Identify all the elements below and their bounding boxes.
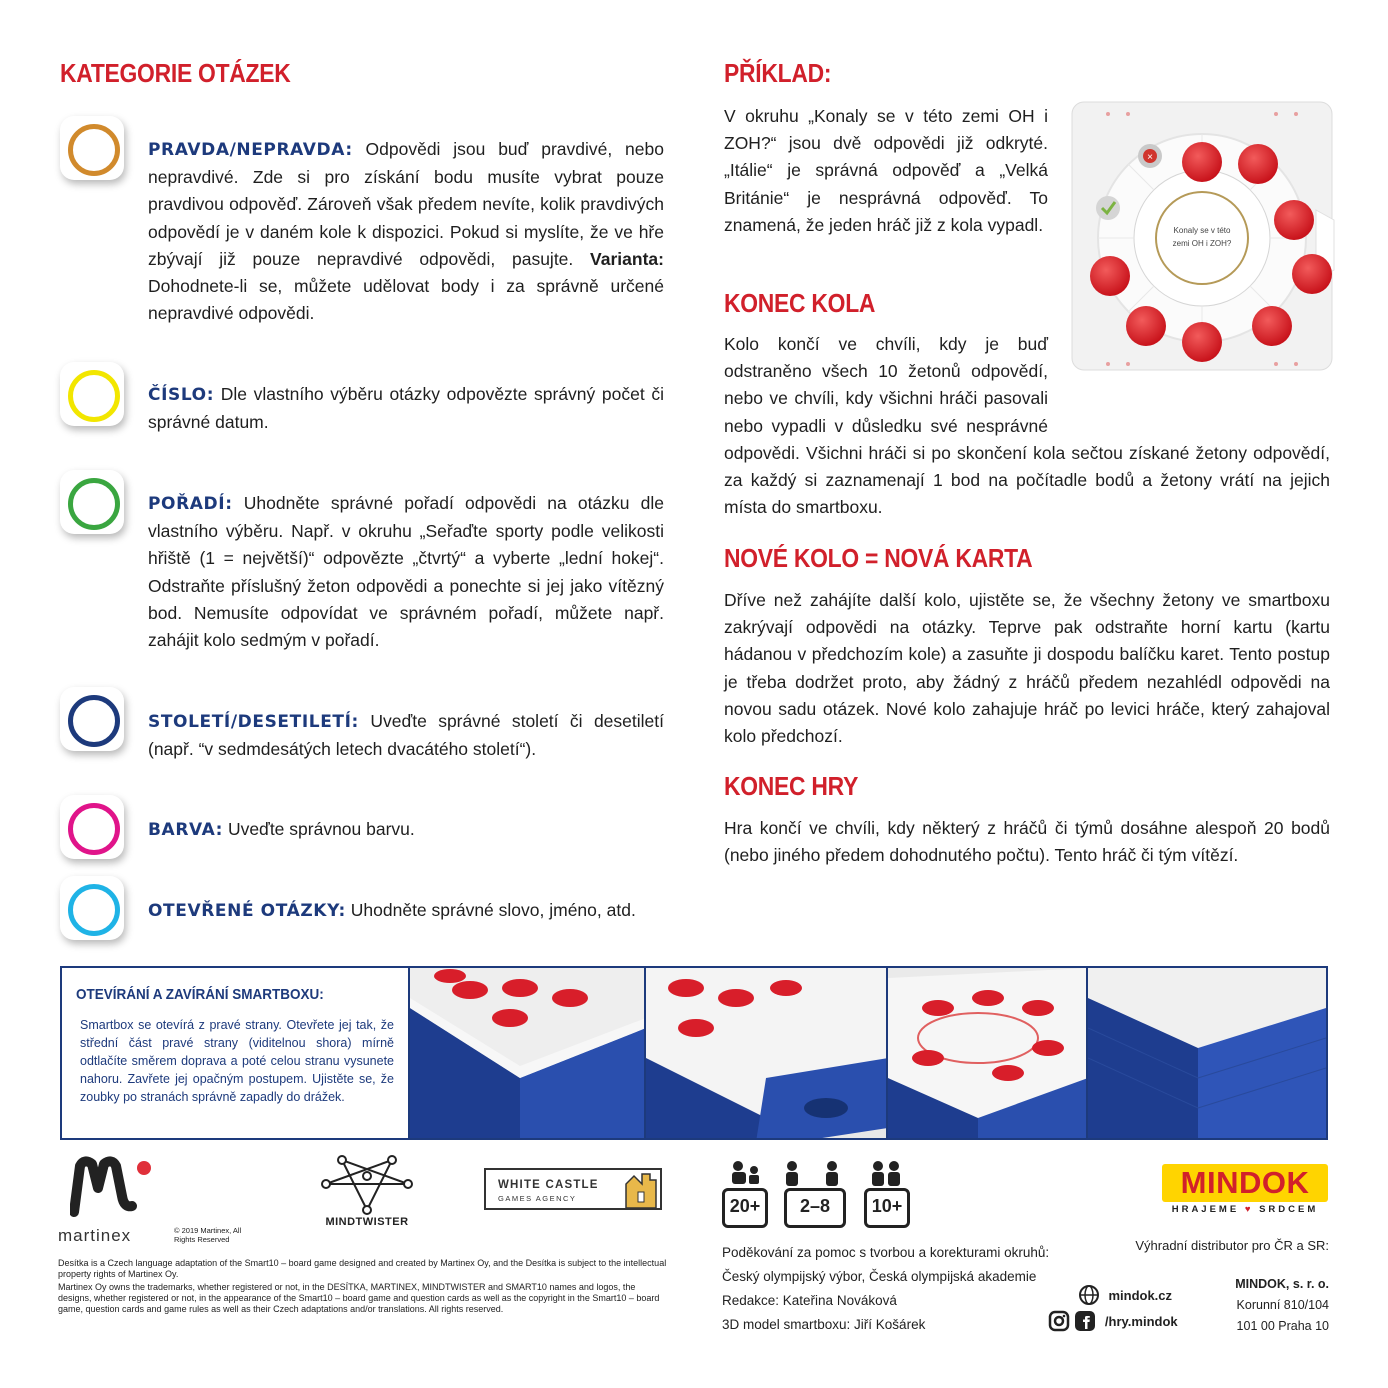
smartbox-photo-3 — [888, 968, 1088, 1138]
castle-icon — [616, 1170, 660, 1208]
category-title: BARVA: — [148, 820, 224, 840]
mindtwister-logo — [312, 1154, 422, 1232]
instagram-icon[interactable] — [1048, 1310, 1070, 1332]
new-round-text: Dříve než zahájíte další kolo, ujistěte se, že všechny žetony ve smartboxu zakrývají odpovědi na otázky. Teprve pak odstraňte horní kartu (kartu hádanou v předchozím kole) a zasuňte ji dospodu balíčku karet. Tento postup je třeba dodržet proto, aby žádný z hráčů předem nezahlédl odpovědi na novou sadu otázek. Nové kolo zahajuje hráč po levici hráče, který zahajoval kolo předchozí. — [724, 590, 1330, 747]
category-century — [148, 708, 664, 763]
slogan-part-1: HRAJEME — [1171, 1204, 1240, 1215]
credits — [722, 1241, 1062, 1337]
cyan-circle-icon — [68, 884, 120, 936]
float-spacer — [1048, 331, 1330, 413]
categories-heading: KATEGORIE OTÁZEK — [60, 58, 291, 88]
smartbox-heading: OTEVÍRÁNÍ A ZAVÍRÁNÍ SMARTBOXU: — [76, 986, 324, 1003]
mindtwister-wordmark: MINDTWISTER — [325, 1216, 409, 1228]
true-false-category-icon — [60, 116, 124, 180]
mindok-logo — [1162, 1164, 1328, 1202]
family-icon — [866, 1160, 906, 1186]
martinex-wordmark: martinex — [58, 1226, 132, 1245]
end-game-heading: KONEC HRY — [724, 771, 859, 801]
smartbox-text-box — [62, 968, 410, 1138]
variant-text: Dohodnete-li se, můžete udělovat body i za správně určené nepravdivé odpovědi. — [148, 276, 664, 324]
web-link[interactable]: mindok.cz — [1108, 1287, 1173, 1303]
end-round-heading: KONEC KOLA — [724, 288, 876, 318]
example-text: V okruhu „Konaly se v této zemi OH i ZOH?“ jsou dvě odpovědi již odkryté. „Itálie“ je správná odpověď a „Velká Británie“ je nesprávná odpověď. To znamená, že jeden hráč již z kola vypadl. — [724, 106, 1048, 235]
age-badge: 20+ — [722, 1188, 768, 1228]
players-badge: 2–8 — [784, 1188, 846, 1228]
adult-with-child-icon — [728, 1160, 764, 1184]
credits-thanks: Poděkování za pomoc s tvorbou a korekturami okruhů: — [722, 1245, 1050, 1260]
category-order — [148, 490, 664, 654]
magenta-circle-icon — [68, 803, 120, 855]
board-center-line1: Konaly se v této — [1173, 226, 1231, 235]
address-city: 101 00 Praha 10 — [1236, 1319, 1329, 1333]
credits-editor: Redakce: Kateřina Nováková — [722, 1293, 897, 1308]
answer-token — [1274, 200, 1314, 240]
category-text: Uhodněte správné pořadí odpovědi na otázku dle vlastního výběru. Např. v okruhu „Seřaďte sporty podle velikosti hřiště (1 = největší)“ odpovězte „čtvrtý“ a vyberte „lední hokej“. Odstraňte příslušný žeton odpovědi a ponechte si jej jako vítězný bod. Nemusíte odpovídat ve správném pořadí, můžete např. zahájit kolo sedmým v pořadí. — [148, 493, 664, 651]
answer-token — [1182, 142, 1222, 182]
answer-token — [1292, 254, 1332, 294]
new-round-heading: NOVÉ KOLO = NOVÁ KARTA — [724, 543, 1033, 573]
game-info-icons — [722, 1160, 912, 1230]
category-open — [148, 897, 664, 925]
board-center-line2: zemi OH i ZOH? — [1172, 239, 1232, 248]
heart-icon: ♥ — [1244, 1204, 1254, 1215]
smartbox-photo-1 — [410, 968, 646, 1138]
mindok-slogan — [1162, 1204, 1328, 1215]
smartbox-text: Smartbox se otevírá z pravé strany. Otevřete jej tak, že střední část pravé strany (viditelnou shora) mírně odtlačíte směrem doprava a poté celou stranu vysunete nahoru. Zavřete jej opačným postupem. Ujistěte se, že zoubky po stranách správně zapadly do drážek. — [80, 1018, 394, 1104]
order-category-icon — [60, 470, 124, 534]
category-true-false — [148, 136, 664, 327]
games-agency-wordmark: GAMES AGENCY — [498, 1194, 577, 1203]
white-castle-logo — [484, 1168, 662, 1210]
smartbox-panel — [60, 966, 1328, 1140]
distributor-label: Výhradní distributor pro ČR a SR: — [1135, 1238, 1329, 1253]
globe-icon — [1078, 1284, 1100, 1306]
variant-label: Varianta: — [590, 248, 664, 269]
svg-text:×: × — [1147, 152, 1153, 163]
social-link[interactable]: /hry.mindok — [1104, 1313, 1178, 1329]
category-title: STOLETÍ/DESETILETÍ: — [148, 712, 359, 732]
category-text: Uhodněte správné slovo, jméno, atd. — [345, 900, 636, 920]
white-castle-wordmark: WHITE CASTLE — [498, 1179, 599, 1191]
smartbox-photo-4 — [1088, 968, 1326, 1138]
smartbox-photo-2 — [646, 968, 888, 1138]
legal-text-1: Desítka is a Czech language adaptation of the Smart10 – board game designed and created by Martinex Oy, and the Desítka is subject to the intellectual property rights of Martinex Oy. — [58, 1258, 667, 1279]
category-text: Dle vlastního výběru otázky odpovězte správný počet či správné datum. — [148, 384, 664, 433]
end-round-text — [724, 331, 1330, 521]
age-badge-2: 10+ — [864, 1188, 910, 1228]
slogan-part-2: SRDCEM — [1259, 1204, 1319, 1215]
category-title: PRAVDA/NEPRAVDA: — [148, 140, 353, 160]
end-round-paragraph: Kolo končí ve chvíli, kdy je buď odstraněno všech 10 žetonů odpovědí, nebo ve chvíli, kdy všichni hráči pasovali nebo vypadli v důsledku své nesprávné odpovědi. Všichni hráči si po skončení kola sečtou získané žetony odpovědí, za každý si zaznamenají 1 bod na počítadle bodů a žetony vrátí na jejich místa do smartboxu. — [724, 334, 1330, 518]
credits-thanks-2: Český olympijský výbor, Česká olympijská akademie — [722, 1269, 1037, 1284]
distributor-address — [1150, 1274, 1329, 1337]
answer-token — [1238, 144, 1278, 184]
category-text: Odpovědi jsou buď pravdivé, nebo nepravdivé. Zde si pro získání bodu musíte vybrat pouze pravdivou odpověď. Zároveň však předem nevíte, kolik pravdivých odpovědí je v daném kole k dispozici. Pokud si myslíte, že ve hře zbývají již pouze nepravdivé odpovědi, pasujte. — [148, 139, 664, 269]
category-text: Uveďte správnou barvu. — [223, 819, 415, 839]
color-category-icon — [60, 795, 124, 859]
category-title: POŘADÍ: — [148, 494, 233, 514]
address-company: MINDOK, s. r. o. — [1235, 1277, 1329, 1291]
category-title: ČÍSLO: — [148, 385, 215, 405]
century-category-icon — [60, 687, 124, 751]
answer-token — [1090, 256, 1130, 296]
open-question-category-icon — [60, 876, 124, 940]
correct-answer-marker-icon — [1096, 196, 1120, 220]
blue-circle-icon — [68, 695, 120, 747]
end-game-text: Hra končí ve chvíli, kdy některý z hráčů či týmů dosáhne alespoň 20 bodů (nebo jiného předem dohodnutého počtu). Tento hráč či tým vítězí. — [724, 818, 1330, 866]
category-color — [148, 816, 664, 844]
example-heading: PŘÍKLAD: — [724, 58, 832, 88]
address-street: Korunní 810/104 — [1236, 1298, 1329, 1312]
credits-model: 3D model smartboxu: Jiří Košárek — [722, 1317, 926, 1332]
facebook-icon[interactable] — [1074, 1310, 1096, 1332]
number-category-icon — [60, 362, 124, 426]
category-title: OTEVŘENÉ OTÁZKY: — [148, 901, 346, 921]
orange-circle-icon — [68, 124, 120, 176]
yellow-circle-icon — [68, 370, 120, 422]
mindok-wordmark: MINDOK — [1180, 1165, 1310, 1200]
category-number — [148, 381, 664, 436]
martinex-logo — [70, 1156, 160, 1222]
legal-text-2: Martinex Oy owns the trademarks, whether registered or not, in the DESÍTKA, MARTINEX, MINDTWISTER and SMART10 names and logos, the designs, whether registered or not, in the appearance of the Smart10 – board game and question cards as well as the copyright in the Smart10 – board game, question cards and game rules as well as their Czech adaptations and/or translations. All rights reserved. — [58, 1282, 660, 1314]
green-circle-icon — [68, 478, 120, 530]
martinex-copyright: © 2019 Martinex, All Rights Reserved — [174, 1226, 242, 1244]
category-text: Uveďte správné století či desetiletí (např. “v sedmdesátých letech dvacátého století“). — [148, 711, 664, 760]
players-icon — [782, 1160, 842, 1190]
